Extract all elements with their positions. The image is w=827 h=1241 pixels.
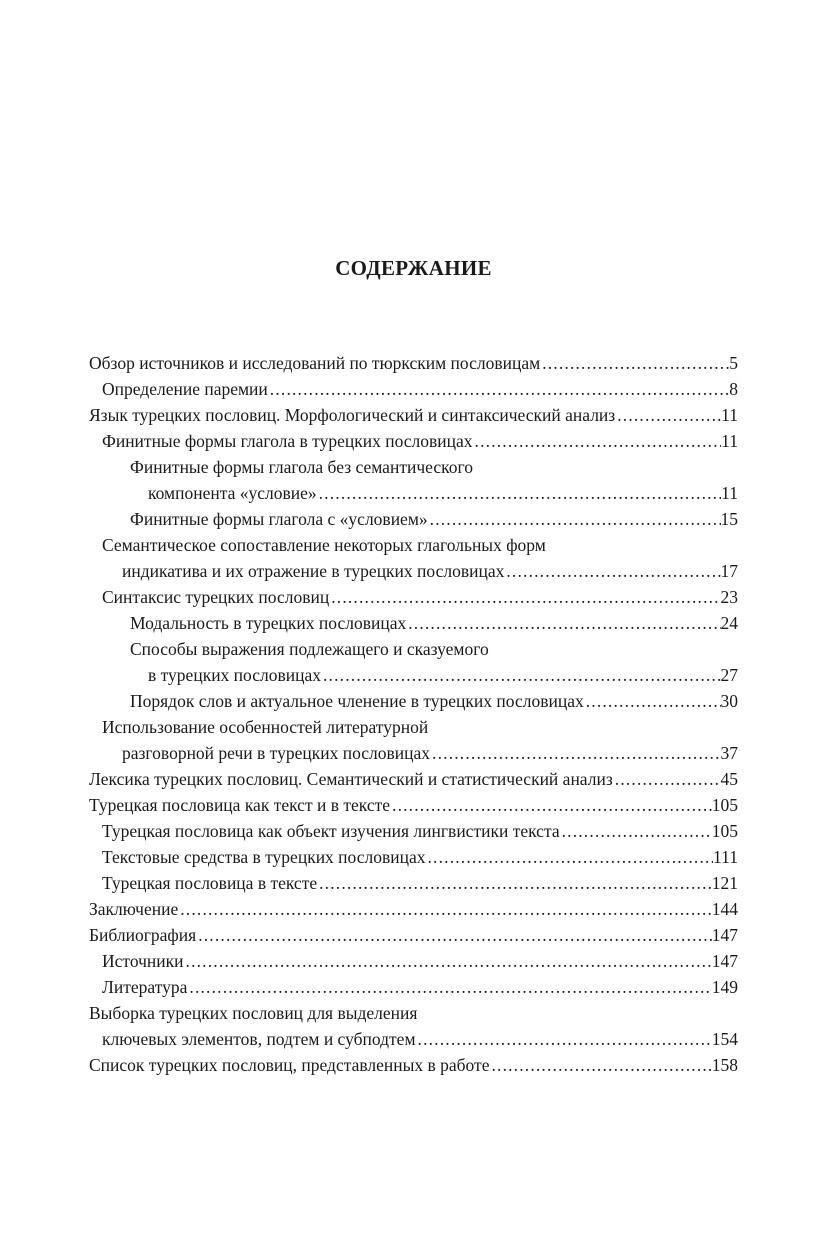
toc-entry-title: Финитные формы глагола в турецких пословицах bbox=[102, 431, 473, 451]
toc-entry-title: разговорной речи в турецких пословицах bbox=[122, 743, 431, 763]
toc-entry bbox=[89, 688, 738, 714]
toc-entry bbox=[89, 532, 738, 584]
dot-leader bbox=[489, 1052, 711, 1078]
toc-entry bbox=[89, 974, 738, 1000]
toc-entry-title: Источники bbox=[102, 951, 184, 971]
dot-leader bbox=[390, 792, 712, 818]
toc-entry bbox=[89, 376, 738, 402]
toc-entry bbox=[89, 636, 738, 688]
toc-page-number: 105 bbox=[711, 821, 738, 841]
toc-entry-line bbox=[89, 350, 738, 376]
toc-entry-line bbox=[89, 766, 738, 792]
dot-leader bbox=[430, 740, 720, 766]
toc-entry-line bbox=[102, 948, 738, 974]
toc-entry-title: Обзор источников и исследований по тюркским пословицам bbox=[89, 353, 541, 373]
toc-entry bbox=[89, 506, 738, 532]
dot-leader bbox=[317, 870, 712, 896]
dot-leader bbox=[321, 662, 721, 688]
table-of-contents bbox=[89, 350, 738, 1078]
toc-page-number: 5 bbox=[729, 353, 738, 373]
toc-entry-title: Язык турецких пословиц. Морфологический и синтаксический анализ bbox=[89, 405, 616, 425]
toc-entry bbox=[89, 948, 738, 974]
dot-leader bbox=[613, 766, 721, 792]
dot-leader bbox=[426, 844, 714, 870]
toc-page-number: 24 bbox=[720, 613, 738, 633]
toc-entry-line bbox=[102, 844, 738, 870]
toc-entry bbox=[89, 350, 738, 376]
dot-leader bbox=[329, 584, 720, 610]
toc-entry-line bbox=[130, 662, 738, 688]
toc-entry-title: Лексика турецких пословиц. Семантический и статистический анализ bbox=[89, 769, 613, 789]
toc-entry-title-line: Финитные формы глагола без семантического bbox=[130, 457, 473, 477]
page-title: СОДЕРЖАНИЕ bbox=[335, 256, 492, 280]
toc-entry bbox=[89, 610, 738, 636]
toc-page-number: 147 bbox=[711, 951, 738, 971]
toc-page-number: 121 bbox=[711, 873, 738, 893]
dot-leader bbox=[184, 948, 712, 974]
toc-entry bbox=[89, 870, 738, 896]
toc-entry-title: ключевых элементов, подтем и субподтем bbox=[102, 1029, 416, 1049]
toc-entry-title: компонента «условие» bbox=[148, 483, 317, 503]
toc-page-number: 11 bbox=[721, 483, 738, 503]
toc-entry-title-line: Выборка турецких пословиц для выделения bbox=[89, 1003, 418, 1023]
toc-entry-title: Модальность в турецких пословицах bbox=[130, 613, 407, 633]
toc-entry bbox=[89, 1052, 738, 1078]
toc-entry-line bbox=[102, 584, 738, 610]
dot-leader bbox=[560, 818, 712, 844]
toc-page-number: 111 bbox=[713, 847, 738, 867]
toc-entry-line bbox=[130, 610, 738, 636]
toc-entry-line bbox=[102, 974, 738, 1000]
toc-page-number: 15 bbox=[720, 509, 738, 529]
toc-entry-line bbox=[102, 428, 738, 454]
toc-entry-title: в турецких пословицах bbox=[148, 665, 321, 685]
toc-page-number: 17 bbox=[720, 561, 738, 581]
toc-page-number: 149 bbox=[711, 977, 738, 997]
toc-entry-title: Библиография bbox=[89, 925, 197, 945]
toc-page-number: 27 bbox=[720, 665, 738, 685]
toc-entry-title: Порядок слов и актуальное членение в турецких пословицах bbox=[130, 691, 584, 711]
toc-entry-line bbox=[89, 896, 738, 922]
dot-leader bbox=[473, 428, 722, 454]
dot-leader bbox=[416, 1026, 712, 1052]
toc-entry bbox=[89, 584, 738, 610]
toc-page-number: 147 bbox=[711, 925, 738, 945]
toc-entry bbox=[89, 1000, 738, 1052]
toc-entry-title: Турецкая пословица как текст и в тексте bbox=[89, 795, 391, 815]
toc-entry-title-line: Семантическое сопоставление некоторых глагольных форм bbox=[102, 535, 546, 555]
toc-entry-line bbox=[89, 1052, 738, 1078]
toc-entry-title: Турецкая пословица в тексте bbox=[102, 873, 318, 893]
toc-entry-title-line: Использование особенностей литературной bbox=[102, 717, 429, 737]
toc-entry-line bbox=[102, 740, 738, 766]
toc-page-number: 11 bbox=[721, 405, 738, 425]
toc-entry-line bbox=[130, 506, 738, 532]
toc-page-number: 37 bbox=[720, 743, 738, 763]
toc-entry bbox=[89, 402, 738, 428]
dot-leader bbox=[187, 974, 711, 1000]
toc-entry bbox=[89, 766, 738, 792]
toc-entry-title: Литература bbox=[102, 977, 188, 997]
toc-entry-line bbox=[130, 688, 738, 714]
dot-leader bbox=[196, 922, 712, 948]
toc-entry-line bbox=[89, 792, 738, 818]
toc-entry bbox=[89, 428, 738, 454]
toc-entry-title: Синтаксис турецких пословиц bbox=[102, 587, 330, 607]
toc-entry bbox=[89, 896, 738, 922]
toc-entry bbox=[89, 818, 738, 844]
toc-entry bbox=[89, 714, 738, 766]
dot-leader bbox=[615, 402, 721, 428]
toc-entry bbox=[89, 454, 738, 506]
toc-entry bbox=[89, 922, 738, 948]
toc-entry-line bbox=[89, 922, 738, 948]
toc-page-number: 11 bbox=[721, 431, 738, 451]
toc-page-number: 23 bbox=[720, 587, 738, 607]
toc-entry-line bbox=[89, 1026, 738, 1052]
dot-leader bbox=[317, 480, 722, 506]
toc-entry bbox=[89, 844, 738, 870]
toc-entry-title: Определение паремии bbox=[102, 379, 268, 399]
dot-leader bbox=[584, 688, 721, 714]
toc-entry-title-line: Способы выражения подлежащего и сказуемого bbox=[130, 639, 489, 659]
toc-page-number: 30 bbox=[720, 691, 738, 711]
toc-entry-title: Текстовые средства в турецких пословицах bbox=[102, 847, 426, 867]
toc-entry-title: Турецкая пословица как объект изучения лингвистики текста bbox=[102, 821, 560, 841]
toc-entry-line bbox=[102, 818, 738, 844]
toc-entry-line bbox=[89, 402, 738, 428]
toc-entry-line bbox=[102, 376, 738, 402]
toc-entry-title: Список турецких пословиц, представленных в работе bbox=[89, 1055, 490, 1075]
toc-page-number: 158 bbox=[711, 1055, 738, 1075]
dot-leader bbox=[406, 610, 720, 636]
dot-leader bbox=[178, 896, 712, 922]
toc-page-number: 105 bbox=[711, 795, 738, 815]
toc-page-number: 144 bbox=[711, 899, 738, 919]
toc-page-number: 45 bbox=[720, 769, 738, 789]
toc-entry-line bbox=[102, 870, 738, 896]
dot-leader bbox=[540, 350, 729, 376]
toc-entry bbox=[89, 792, 738, 818]
toc-page-number: 154 bbox=[711, 1029, 738, 1049]
toc-entry-title: индикатива и их отражение в турецких пословицах bbox=[122, 561, 505, 581]
toc-entry-line bbox=[130, 480, 738, 506]
toc-entry-title: Финитные формы глагола с «условием» bbox=[130, 509, 428, 529]
toc-entry-title: Заключение bbox=[89, 899, 179, 919]
toc-entry-line bbox=[102, 558, 738, 584]
toc-page-number: 8 bbox=[729, 379, 738, 399]
dot-leader bbox=[268, 376, 729, 402]
dot-leader bbox=[504, 558, 720, 584]
dot-leader bbox=[428, 506, 721, 532]
